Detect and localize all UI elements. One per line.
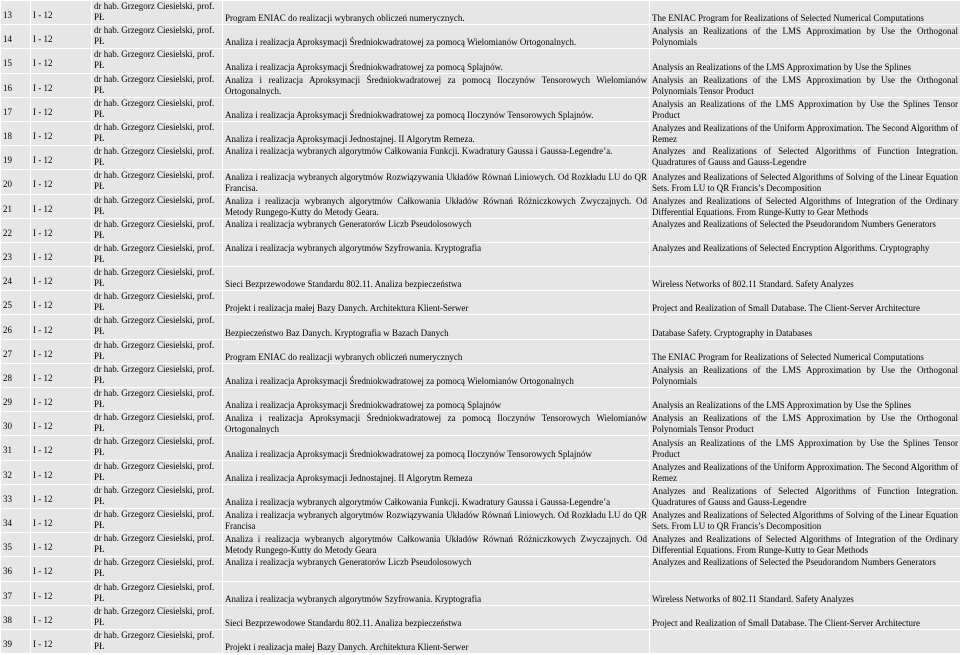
table-row — [1, 25, 960, 49]
promoter-name: dr hab. Grzegorz Ciesielski, prof. PŁ — [92, 412, 223, 436]
promoter-name: dr hab. Grzegorz Ciesielski, prof. PŁ — [92, 194, 223, 218]
topic-number: 28 — [1, 363, 31, 387]
title-polish: Analiza i realizacja Aproksymacji Średniokwadratowej za pomocą Splajnów. — [223, 49, 650, 73]
topic-number: 22 — [1, 218, 31, 242]
title-english: Project and Realization of Small Database. The Client-Server Architecture — [650, 605, 960, 629]
study-level: I - 12 — [31, 1, 92, 25]
title-polish: Analiza i realizacja Aproksymacji Jednostajnej. II Algorytm Remeza — [223, 460, 650, 484]
table-row — [1, 388, 960, 412]
study-level: I - 12 — [31, 508, 92, 532]
study-level: I - 12 — [31, 242, 92, 266]
study-level: I - 12 — [31, 97, 92, 121]
title-polish: Analiza i realizacja Aproksymacji Średniokwadratowej za pomocą Iloczynów Tensorowych Wielomianów Ortogonalnych — [223, 412, 650, 436]
title-polish: Analiza i realizacja Aproksymacji Jednostajnej. II Algorytm Remeza. — [223, 121, 650, 145]
title-polish: Analiza i realizacja wybranych algorytmów Całkowania Układów Równań Różniczkowych Zwyczajnych. Od Metody Rungego-Kutty do Metody Geara. — [223, 194, 650, 218]
title-polish: Analiza i realizacja wybranych algorytmów Szyfrowania. Kryptografia — [223, 242, 650, 266]
promoter-name: dr hab. Grzegorz Ciesielski, prof. PŁ — [92, 557, 223, 581]
title-english: Analysis an Realizations of the LMS Approximation by Use the Splines — [650, 388, 960, 412]
topic-number: 36 — [1, 557, 31, 581]
study-level: I - 12 — [31, 339, 92, 363]
table-row — [1, 315, 960, 339]
study-level: I - 12 — [31, 146, 92, 170]
promoter-name: dr hab. Grzegorz Ciesielski, prof. PŁ — [92, 146, 223, 170]
table-row — [1, 339, 960, 363]
title-english: Analyzes and Realizations of Selected the Pseudorandom Numbers Generators — [650, 557, 960, 581]
table-row — [1, 146, 960, 170]
study-level: I - 12 — [31, 291, 92, 315]
topic-number: 25 — [1, 291, 31, 315]
promoter-name: dr hab. Grzegorz Ciesielski, prof. PŁ — [92, 49, 223, 73]
title-polish: Analiza i realizacja wybranych Generatorów Liczb Pseudolosowych — [223, 557, 650, 581]
study-level: I - 12 — [31, 460, 92, 484]
promoter-name: dr hab. Grzegorz Ciesielski, prof. PŁ — [92, 436, 223, 460]
title-polish: Program ENIAC do realizacji wybranych obliczeń numerycznych. — [223, 1, 650, 25]
title-english: The ENIAC Program for Realizations of Selected Numerical Computations — [650, 339, 960, 363]
study-level: I - 12 — [31, 629, 92, 653]
promoter-name: dr hab. Grzegorz Ciesielski, prof. PŁ — [92, 484, 223, 508]
table-row — [1, 605, 960, 629]
title-polish: Analiza i realizacja wybranych algorytmów Całkowania Funkcji. Kwadratury Gaussa i Gaussa-Legendre’a. — [223, 146, 650, 170]
study-level: I - 12 — [31, 388, 92, 412]
topic-number: 24 — [1, 267, 31, 291]
topic-number: 16 — [1, 73, 31, 97]
topic-number: 38 — [1, 605, 31, 629]
title-polish: Analiza i realizacja wybranych algorytmów Całkowania Funkcji. Kwadratury Gaussa i Gaussa-Legendre’a — [223, 484, 650, 508]
topic-number: 33 — [1, 484, 31, 508]
study-level: I - 12 — [31, 581, 92, 605]
promoter-name: dr hab. Grzegorz Ciesielski, prof. PŁ — [92, 25, 223, 49]
title-english: Wireless Networks of 802.11 Standard. Safety Analyzes — [650, 581, 960, 605]
title-english: Analyzes and Realizations of Selected Algorithms of Function Integration. Quadratures of Gauss and Gauss-Legendre — [650, 146, 960, 170]
title-polish: Bezpieczeństwo Baz Danych. Kryptografia w Bazach Danych — [223, 315, 650, 339]
table-row — [1, 508, 960, 532]
topic-number: 18 — [1, 121, 31, 145]
title-polish: Sieci Bezprzewodowe Standardu 802.11. Analiza bezpieczeństwa — [223, 267, 650, 291]
title-polish: Analiza i realizacja Aproksymacji Średniokwadratowej za pomocą Iloczynów Tensorowych Wielomianów Ortogonalnych. — [223, 73, 650, 97]
study-level: I - 12 — [31, 484, 92, 508]
title-polish: Analiza i realizacja wybranych algorytmów Całkowania Układów Równań Różniczkowych Zwyczajnych. Od Metody Rungego-Kutty do Metody Geara — [223, 533, 650, 557]
promoter-name: dr hab. Grzegorz Ciesielski, prof. PŁ — [92, 242, 223, 266]
table-row — [1, 291, 960, 315]
title-english: Analyzes and Realizations of Selected Algorithms of Function Integration. Quadratures of Gauss and Gauss-Legendre — [650, 484, 960, 508]
table-row — [1, 629, 960, 653]
topic-number: 21 — [1, 194, 31, 218]
topic-number: 17 — [1, 97, 31, 121]
study-level: I - 12 — [31, 363, 92, 387]
table-row — [1, 460, 960, 484]
title-polish: Analiza i realizacja wybranych Generatorów Liczb Pseudolosowych — [223, 218, 650, 242]
topic-number: 20 — [1, 170, 31, 194]
promoter-name: dr hab. Grzegorz Ciesielski, prof. PŁ — [92, 581, 223, 605]
table-row — [1, 436, 960, 460]
study-level: I - 12 — [31, 315, 92, 339]
promoter-name: dr hab. Grzegorz Ciesielski, prof. PŁ — [92, 605, 223, 629]
table-row — [1, 242, 960, 266]
promoter-name: dr hab. Grzegorz Ciesielski, prof. PŁ — [92, 508, 223, 532]
topic-number: 15 — [1, 49, 31, 73]
title-english: Analysis an Realizations of the LMS Approximation by Use the Orthogonal Polynomials — [650, 363, 960, 387]
promoter-name: dr hab. Grzegorz Ciesielski, prof. PŁ — [92, 363, 223, 387]
table-row — [1, 581, 960, 605]
study-level: I - 12 — [31, 25, 92, 49]
study-level: I - 12 — [31, 605, 92, 629]
promoter-name: dr hab. Grzegorz Ciesielski, prof. PŁ — [92, 218, 223, 242]
title-english: Analyzes and Realizations of the Uniform Approximation. The Second Algorithm of Remez — [650, 460, 960, 484]
topic-number: 37 — [1, 581, 31, 605]
table-row — [1, 73, 960, 97]
topic-number: 27 — [1, 339, 31, 363]
title-english: Database Safety. Cryptography in Databases — [650, 315, 960, 339]
title-polish: Analiza i realizacja Aproksymacji Średniokwadratowej za pomocą Wielomianów Ortogonalnych — [223, 363, 650, 387]
title-english: Analyzes and Realizations of Selected Algorithms of Solving of the Linear Equation Sets. From LU to QR Francis’s Decomposition — [650, 170, 960, 194]
table-row — [1, 218, 960, 242]
title-polish: Program ENIAC do realizacji wybranych obliczeń numerycznych — [223, 339, 650, 363]
title-polish: Projekt i realizacja małej Bazy Danych. Architektura Klient-Serwer — [223, 291, 650, 315]
title-english: Analyzes and Realizations of Selected Algorithms of Integration of the Ordinary Differential Equations. From Runge-Kutty to Gear Methods — [650, 533, 960, 557]
title-english: Analyzes and Realizations of the Uniform Approximation. The Second Algorithm of Remez — [650, 121, 960, 145]
topic-number: 13 — [1, 1, 31, 25]
title-english: Project and Realization of Small Database. The Client-Server Architecture — [650, 291, 960, 315]
study-level: I - 12 — [31, 194, 92, 218]
study-level: I - 12 — [31, 436, 92, 460]
table-row — [1, 557, 960, 581]
title-polish: Analiza i realizacja wybranych algorytmów Szyfrowania. Kryptografia — [223, 581, 650, 605]
promoter-name: dr hab. Grzegorz Ciesielski, prof. PŁ — [92, 460, 223, 484]
study-level: I - 12 — [31, 49, 92, 73]
topic-number: 29 — [1, 388, 31, 412]
promoter-name: dr hab. Grzegorz Ciesielski, prof. PŁ — [92, 388, 223, 412]
table-row — [1, 121, 960, 145]
promoter-name: dr hab. Grzegorz Ciesielski, prof. PŁ — [92, 291, 223, 315]
topics-table-body — [1, 1, 960, 654]
topic-number: 14 — [1, 25, 31, 49]
promoter-name: dr hab. Grzegorz Ciesielski, prof. PŁ — [92, 339, 223, 363]
study-level: I - 12 — [31, 170, 92, 194]
study-level: I - 12 — [31, 218, 92, 242]
table-row — [1, 1, 960, 25]
table-row — [1, 194, 960, 218]
topic-number: 30 — [1, 412, 31, 436]
title-english: Analysis an Realizations of the LMS Approximation by Use the Orthogonal Polynomials Tensor Product — [650, 73, 960, 97]
table-row — [1, 484, 960, 508]
promoter-name: dr hab. Grzegorz Ciesielski, prof. PŁ — [92, 629, 223, 653]
table-row — [1, 363, 960, 387]
title-english: Analysis an Realizations of the LMS Approximation by Use the Splines — [650, 49, 960, 73]
promoter-name: dr hab. Grzegorz Ciesielski, prof. PŁ — [92, 533, 223, 557]
promoter-name: dr hab. Grzegorz Ciesielski, prof. PŁ — [92, 73, 223, 97]
table-row — [1, 533, 960, 557]
promoter-name: dr hab. Grzegorz Ciesielski, prof. PŁ — [92, 267, 223, 291]
study-level: I - 12 — [31, 533, 92, 557]
table-row — [1, 49, 960, 73]
topic-number: 39 — [1, 629, 31, 653]
title-english — [650, 629, 960, 653]
promoter-name: dr hab. Grzegorz Ciesielski, prof. PŁ — [92, 170, 223, 194]
table-row — [1, 170, 960, 194]
study-level: I - 12 — [31, 267, 92, 291]
title-english: Analysis an Realizations of the LMS Approximation by Use the Splines Tensor Product — [650, 436, 960, 460]
title-polish: Projekt i realizacja małej Bazy Danych. Architektura Klient-Serwer — [223, 629, 650, 653]
study-level: I - 12 — [31, 121, 92, 145]
study-level: I - 12 — [31, 412, 92, 436]
topic-number: 34 — [1, 508, 31, 532]
table-row — [1, 412, 960, 436]
promoter-name: dr hab. Grzegorz Ciesielski, prof. PŁ — [92, 121, 223, 145]
title-polish: Sieci Bezprzewodowe Standardu 802.11. Analiza bezpieczeństwa — [223, 605, 650, 629]
promoter-name: dr hab. Grzegorz Ciesielski, prof. PŁ — [92, 315, 223, 339]
study-level: I - 12 — [31, 73, 92, 97]
promoter-name: dr hab. Grzegorz Ciesielski, prof. PŁ — [92, 1, 223, 25]
title-english: Analyzes and Realizations of Selected Encryption Algorithms. Cryptography — [650, 242, 960, 266]
title-english: Analyzes and Realizations of Selected Algorithms of Integration of the Ordinary Differential Equations. From Runge-Kutty to Gear Methods — [650, 194, 960, 218]
title-english: Analysis an Realizations of the LMS Approximation by Use the Splines Tensor Product — [650, 97, 960, 121]
study-level: I - 12 — [31, 557, 92, 581]
table-row — [1, 267, 960, 291]
title-english: Analyzes and Realizations of Selected the Pseudorandom Numbers Generators — [650, 218, 960, 242]
topic-number: 19 — [1, 146, 31, 170]
title-polish: Analiza i realizacja wybranych algorytmów Rozwiązywania Układów Równań Liniowych. Od Rozkładu LU do QR Francisa. — [223, 170, 650, 194]
title-polish: Analiza i realizacja wybranych algorytmów Rozwiązywania Układów Równań Liniowych. Od Rozkładu LU do QR Francisa — [223, 508, 650, 532]
title-polish: Analiza i realizacja Aproksymacji Średniokwadratowej za pomocą Wielomianów Ortogonalnych. — [223, 25, 650, 49]
title-polish: Analiza i realizacja Aproksymacji Średniokwadratowej za pomocą Iloczynów Tensorowych Splajnów. — [223, 97, 650, 121]
title-english: Analysis an Realizations of the LMS Approximation by Use the Orthogonal Polynomials Tensor Product — [650, 412, 960, 436]
title-english: The ENIAC Program for Realizations of Selected Numerical Computations — [650, 1, 960, 25]
title-english: Analyzes and Realizations of Selected Algorithms of Solving of the Linear Equation Sets. From LU to QR Francis’s Decomposition — [650, 508, 960, 532]
title-english: Wireless Networks of 802.11 Standard. Safety Analyzes — [650, 267, 960, 291]
title-polish: Analiza i realizacja Aproksymacji Średniokwadratowej za pomocą Splajnów — [223, 388, 650, 412]
table-row — [1, 97, 960, 121]
title-english: Analysis an Realizations of the LMS Approximation by Use the Orthogonal Polynomials — [650, 25, 960, 49]
title-polish: Analiza i realizacja Aproksymacji Średniokwadratowej za pomocą Iloczynów Tensorowych Splajnów — [223, 436, 650, 460]
promoter-name: dr hab. Grzegorz Ciesielski, prof. PŁ — [92, 97, 223, 121]
topic-number: 32 — [1, 460, 31, 484]
topic-number: 26 — [1, 315, 31, 339]
topic-number: 35 — [1, 533, 31, 557]
topic-number: 31 — [1, 436, 31, 460]
topic-number: 23 — [1, 242, 31, 266]
